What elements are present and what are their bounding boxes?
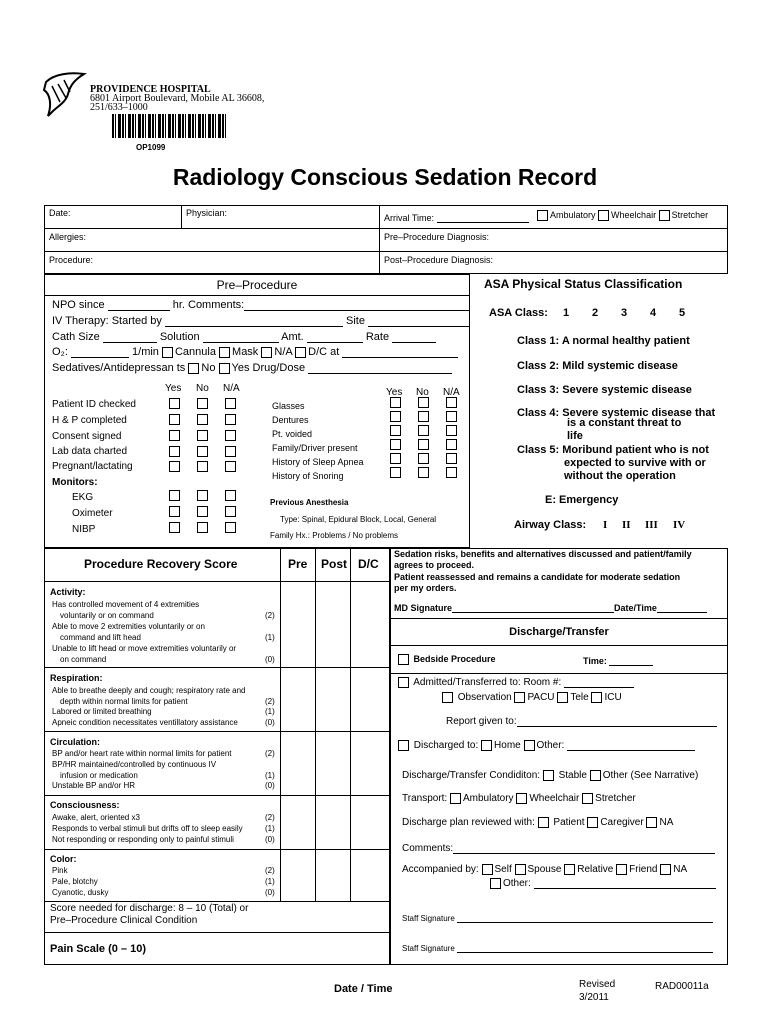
risks-statement: Sedation risks, benefits and alternatives discussed and patient/family	[394, 549, 692, 559]
checklist-checkbox[interactable]	[390, 425, 401, 436]
rate-field[interactable]	[392, 342, 436, 343]
check-label: Consent signed	[52, 431, 122, 442]
checklist-checkbox[interactable]	[418, 425, 429, 436]
monitor-label: NIBP	[72, 524, 96, 535]
checklist-checkbox[interactable]	[169, 398, 180, 409]
date-label: Date:	[49, 208, 71, 218]
asa-option-5[interactable]: 5	[679, 307, 686, 319]
room-field[interactable]	[564, 687, 634, 688]
airway-option-2[interactable]: II	[622, 519, 631, 531]
check-label: Dentures	[272, 415, 309, 425]
checklist-checkbox[interactable]	[446, 453, 457, 464]
stretcher-checkbox[interactable]	[659, 210, 670, 221]
discharge-comments-field[interactable]	[453, 853, 715, 854]
checklist-checkbox[interactable]	[197, 430, 208, 441]
md-signature-label: MD Signature	[394, 603, 453, 613]
other-narrative-checkbox[interactable]	[590, 770, 601, 781]
checklist-checkbox[interactable]	[169, 430, 180, 441]
consciousness-label: Consciousness:	[50, 800, 120, 810]
col-yes: Yes	[165, 383, 182, 394]
amt-field[interactable]	[307, 342, 363, 343]
checklist-checkbox[interactable]	[225, 506, 236, 517]
acc-other-checkbox[interactable]	[490, 878, 501, 889]
acc-na-checkbox[interactable]	[660, 864, 671, 875]
dc-checkbox[interactable]	[295, 347, 306, 358]
comments-field[interactable]	[244, 310, 470, 311]
pre-procedure-heading: Pre–Procedure	[216, 278, 298, 292]
acc-relative-checkbox[interactable]	[564, 864, 575, 875]
col-no: No	[196, 383, 209, 394]
asa-class-5: Class 5: Moribund patient who is not	[517, 444, 709, 456]
checklist-checkbox[interactable]	[169, 522, 180, 533]
asa-class-3: Class 3: Severe systemic disease	[517, 384, 692, 396]
started-by-field[interactable]	[165, 326, 343, 327]
pacu-checkbox[interactable]	[514, 692, 525, 703]
asa-option-3[interactable]: 3	[621, 307, 628, 319]
drug-dose-field[interactable]	[308, 373, 452, 374]
discharged-checkbox[interactable]	[398, 740, 409, 751]
checklist-checkbox[interactable]	[169, 506, 180, 517]
md-signature-field[interactable]	[452, 612, 614, 613]
discharged-other-field[interactable]	[567, 750, 695, 751]
checklist-checkbox[interactable]	[390, 411, 401, 422]
checklist-checkbox[interactable]	[169, 461, 180, 472]
admitted-checkbox[interactable]	[398, 677, 409, 688]
color-label: Color:	[50, 854, 77, 864]
family-hx: Family Hx.: Problems / No problems	[270, 531, 399, 540]
md-date-time-field[interactable]	[657, 612, 707, 613]
transport-stretcher-checkbox[interactable]	[582, 793, 593, 804]
checklist-checkbox[interactable]	[446, 397, 457, 408]
revised-date: 3/2011	[579, 992, 609, 1003]
transport-wheelchair-checkbox[interactable]	[516, 793, 527, 804]
icu-checkbox[interactable]	[591, 692, 602, 703]
post-dx-label: Post–Procedure Diagnosis:	[384, 255, 494, 265]
observation-checkbox[interactable]	[442, 692, 453, 703]
site-field[interactable]	[368, 326, 470, 327]
bedside-time-field[interactable]	[609, 665, 653, 666]
checklist-checkbox[interactable]	[225, 490, 236, 501]
checklist-checkbox[interactable]	[225, 461, 236, 472]
staff-signature-field-2[interactable]	[457, 952, 713, 953]
checklist-checkbox[interactable]	[225, 414, 236, 425]
asa-option-4[interactable]: 4	[650, 307, 657, 319]
cannula-checkbox[interactable]	[162, 347, 173, 358]
checklist-checkbox[interactable]	[225, 446, 236, 457]
pain-scale-label: Pain Scale (0 – 10)	[50, 943, 146, 955]
solution-field[interactable]	[203, 342, 279, 343]
col-dc: D/C	[358, 557, 379, 571]
sedatives-no-checkbox[interactable]	[188, 363, 199, 374]
checklist-checkbox[interactable]	[225, 430, 236, 441]
acc-friend-checkbox[interactable]	[616, 864, 627, 875]
monitor-label: Oximeter	[72, 508, 113, 519]
o2-field[interactable]	[71, 357, 129, 358]
col-no: No	[416, 387, 429, 398]
checklist-checkbox[interactable]	[418, 397, 429, 408]
staff-signature-field-1[interactable]	[457, 922, 713, 923]
circulation-label: Circulation:	[50, 737, 101, 747]
discharge-heading: Discharge/Transfer	[509, 626, 609, 638]
col-yes: Yes	[386, 387, 403, 398]
asa-heading: ASA Physical Status Classification	[484, 277, 683, 291]
check-label: Pt. voided	[272, 429, 313, 439]
airway-option-3[interactable]: III	[645, 519, 658, 531]
pre-dx-label: Pre–Procedure Diagnosis:	[384, 232, 490, 242]
physician-label: Physician:	[186, 208, 228, 218]
col-pre: Pre	[288, 557, 308, 571]
npo-field[interactable]	[108, 310, 170, 311]
sedatives-yes-checkbox[interactable]	[219, 363, 230, 374]
asa-class-1: Class 1: A normal healthy patient	[517, 335, 690, 347]
checklist-checkbox[interactable]	[197, 414, 208, 425]
check-label: History of Snoring	[272, 471, 344, 481]
asa-class-2: Class 2: Mild systemic disease	[517, 360, 678, 372]
cath-size-field[interactable]	[103, 342, 157, 343]
mask-checkbox[interactable]	[219, 347, 230, 358]
checklist-checkbox[interactable]	[225, 522, 236, 533]
asa-class-label: ASA Class:	[489, 307, 548, 319]
dc-at-field[interactable]	[342, 357, 458, 358]
bedside-checkbox[interactable]	[398, 654, 409, 665]
allergies-label: Allergies:	[49, 232, 87, 242]
airway-class-label: Airway Class:	[514, 519, 587, 531]
plan-patient-checkbox[interactable]	[538, 817, 549, 828]
checklist-checkbox[interactable]	[225, 398, 236, 409]
na-checkbox[interactable]	[261, 347, 272, 358]
monitor-label: EKG	[72, 492, 94, 503]
checklist-checkbox[interactable]	[446, 467, 457, 478]
procedure-label: Procedure:	[49, 255, 94, 265]
other-checkbox[interactable]	[524, 740, 535, 751]
ambulatory-checkbox[interactable]	[537, 210, 548, 221]
barcode	[112, 114, 228, 138]
wheelchair-checkbox[interactable]	[598, 210, 609, 221]
checklist-checkbox[interactable]	[390, 439, 401, 450]
hospital-logo	[40, 72, 90, 120]
score-needed: Score needed for discharge: 8 – 10 (Total) or	[50, 903, 249, 914]
airway-option-4[interactable]: IV	[673, 519, 686, 531]
check-label: Lab data charted	[52, 446, 128, 457]
previous-anesthesia-label: Previous Anesthesia	[270, 498, 349, 507]
hospital-phone: 251/633–1000	[90, 102, 148, 113]
checklist-checkbox[interactable]	[197, 461, 208, 472]
report-given-field[interactable]	[517, 726, 717, 727]
asa-emergency: E: Emergency	[545, 494, 619, 506]
hospital-address: 6801 Airport Boulevard, Mobile AL 36608,	[90, 93, 265, 104]
check-label: Family/Driver present	[272, 443, 358, 453]
checklist-checkbox[interactable]	[169, 490, 180, 501]
checklist-checkbox[interactable]	[446, 411, 457, 422]
plan-na-checkbox[interactable]	[646, 817, 657, 828]
acc-other-field[interactable]	[534, 888, 716, 889]
col-na: N/A	[223, 383, 240, 394]
asa-option-1[interactable]: 1	[563, 307, 570, 319]
page-title: Radiology Conscious Sedation Record	[172, 164, 598, 190]
check-label: History of Sleep Apnea	[272, 457, 364, 467]
check-label: Pregnant/lactating	[52, 461, 133, 472]
acc-self-checkbox[interactable]	[482, 864, 493, 875]
respiration-label: Respiration:	[50, 673, 103, 683]
staff-signature-label: Staff Signature	[402, 914, 455, 923]
arrival-time[interactable]: Arrival Time:	[384, 213, 529, 223]
checklist-checkbox[interactable]	[197, 522, 208, 533]
staff-signature-label: Staff Signature	[402, 944, 455, 953]
recovery-heading: Procedure Recovery Score	[84, 557, 238, 571]
anesthesia-type: Type: Spinal, Epidural Block, Local, General	[280, 515, 437, 524]
check-label: H & P completed	[52, 415, 127, 426]
checklist-checkbox[interactable]	[197, 506, 208, 517]
checklist-checkbox[interactable]	[197, 446, 208, 457]
col-post: Post	[321, 557, 348, 571]
monitors-label: Monitors:	[52, 477, 98, 488]
checklist-checkbox[interactable]	[197, 398, 208, 409]
col-na: N/A	[443, 387, 460, 398]
hospital-name: PROVIDENCE HOSPITAL	[90, 84, 211, 95]
checklist-checkbox[interactable]	[446, 425, 457, 436]
stable-checkbox[interactable]	[543, 770, 554, 781]
tele-checkbox[interactable]	[557, 692, 568, 703]
date-time-label: Date / Time	[334, 983, 393, 995]
check-label: Patient ID checked	[52, 399, 136, 410]
asa-class-4: Class 4: Severe systemic disease that	[517, 407, 716, 419]
check-label: Glasses	[272, 401, 305, 411]
revised-label: Revised	[579, 979, 616, 990]
checklist-checkbox[interactable]	[169, 414, 180, 425]
checklist-checkbox[interactable]	[418, 453, 429, 464]
asa-option-2[interactable]: 2	[592, 307, 599, 319]
form-code: OP1099	[136, 143, 166, 152]
checklist-checkbox[interactable]	[418, 467, 429, 478]
checklist-checkbox[interactable]	[169, 446, 180, 457]
acc-spouse-checkbox[interactable]	[515, 864, 526, 875]
checklist-checkbox[interactable]	[446, 439, 457, 450]
activity-label: Activity:	[50, 587, 86, 597]
checklist-checkbox[interactable]	[197, 490, 208, 501]
ambulatory-label: Ambulatory	[550, 210, 596, 220]
checklist-checkbox[interactable]	[390, 467, 401, 478]
checklist-checkbox[interactable]	[418, 411, 429, 422]
form-number: RAD00011a	[655, 981, 709, 992]
airway-option-1[interactable]: I	[603, 519, 608, 531]
checklist-checkbox[interactable]	[390, 397, 401, 408]
plan-caregiver-checkbox[interactable]	[587, 817, 598, 828]
checklist-checkbox[interactable]	[418, 439, 429, 450]
transport-ambulatory-checkbox[interactable]	[450, 793, 461, 804]
home-checkbox[interactable]	[481, 740, 492, 751]
checklist-checkbox[interactable]	[390, 453, 401, 464]
